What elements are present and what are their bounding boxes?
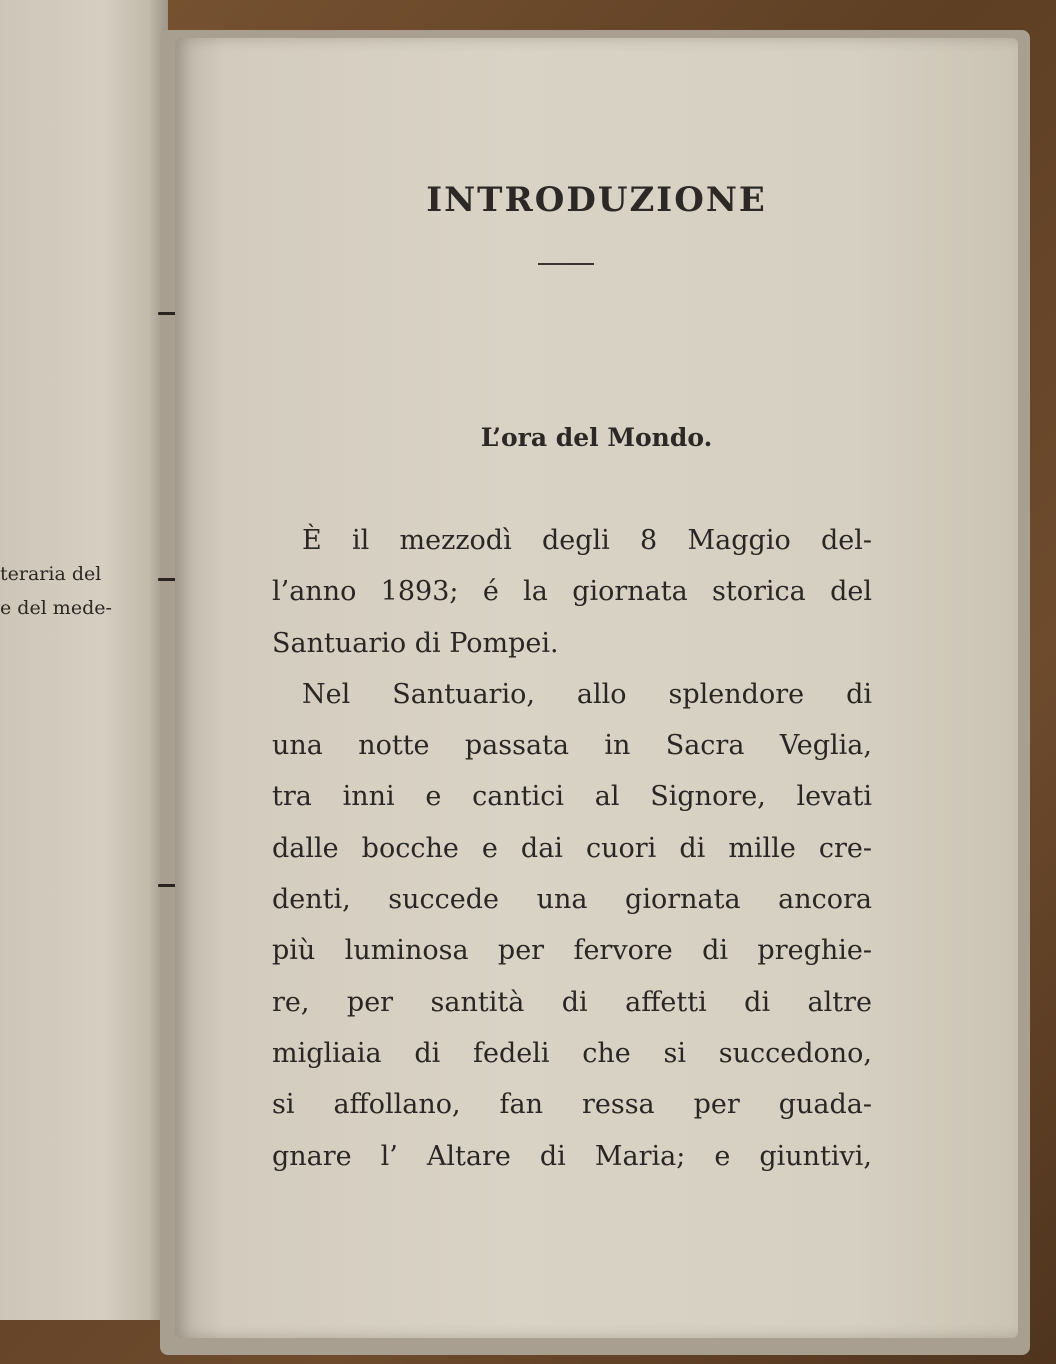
left-page-text-fragment: teraria del bbox=[0, 563, 102, 585]
text-line: denti, succede una giornata ancora bbox=[272, 884, 872, 916]
text-line: si affollano, fan ressa per guada- bbox=[272, 1089, 872, 1121]
text-line: più luminosa per fervore di preghie- bbox=[272, 935, 872, 967]
left-page bbox=[0, 0, 168, 1320]
text-line: tra inni e cantici al Signore, levati bbox=[272, 781, 872, 813]
text-line: re, per santità di affetti di altre bbox=[272, 986, 872, 1018]
text-line: Santuario di Pompei. bbox=[272, 627, 559, 659]
text-line: Nel Santuario, allo splendore di bbox=[302, 678, 872, 710]
text-line: l’anno 1893; é la giornata storica del bbox=[272, 576, 872, 608]
text-line: È il mezzodì degli 8 Maggio del- bbox=[302, 525, 872, 556]
text-line: migliaia di fedeli che si succedono, bbox=[272, 1037, 872, 1069]
text-line: una notte passata in Sacra Veglia, bbox=[272, 730, 872, 762]
section-title: L’ora del Mondo. bbox=[480, 423, 713, 452]
body-text bbox=[272, 515, 872, 1182]
text-line: gnare l’ Altare di Maria; e giuntivi, bbox=[272, 1140, 872, 1172]
page-title: INTRODUZIONE bbox=[426, 180, 767, 220]
left-page-text-fragment: e del mede- bbox=[0, 597, 112, 619]
title-divider bbox=[538, 263, 594, 265]
text-line: dalle bocche e dai cuori di mille cre- bbox=[272, 832, 872, 864]
